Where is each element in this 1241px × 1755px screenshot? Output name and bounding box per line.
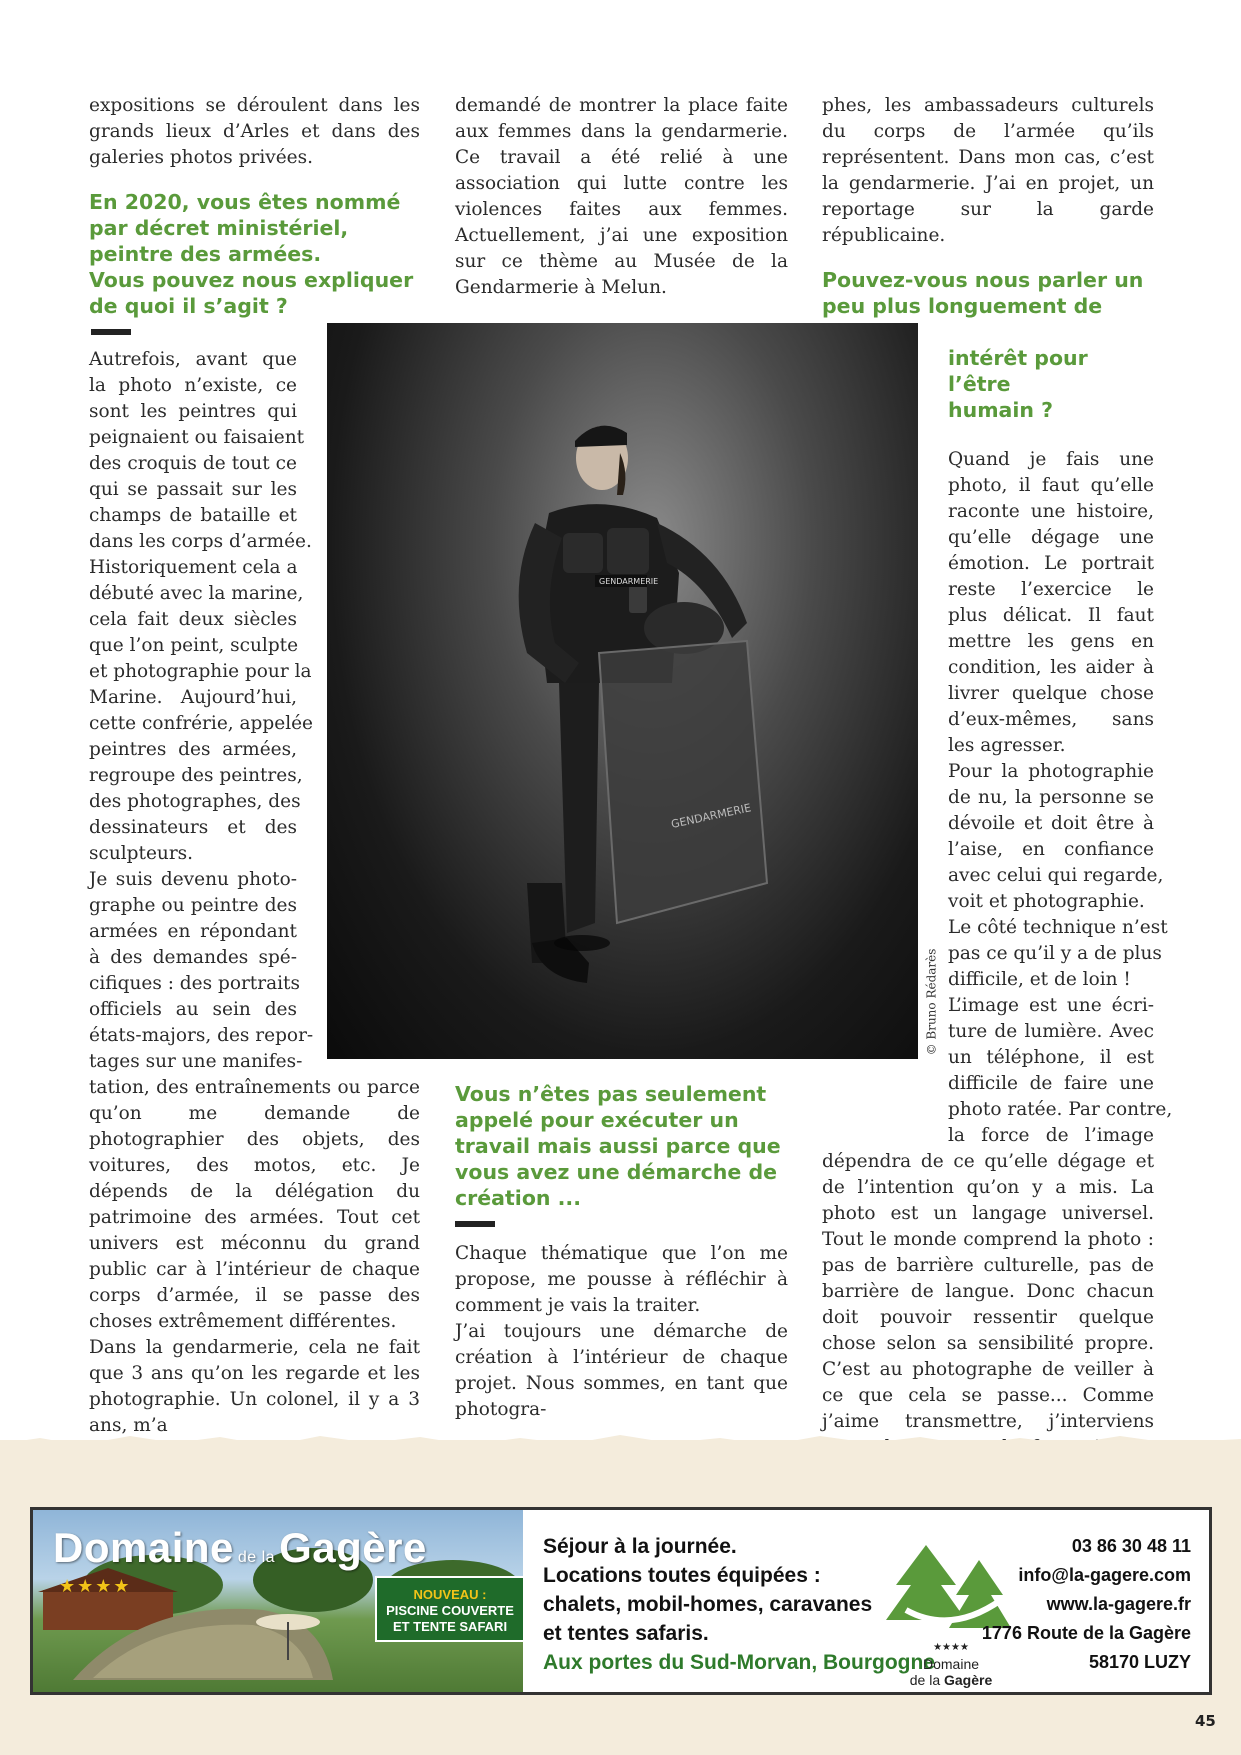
col1-question-line: par décret ministériel, (89, 216, 349, 240)
ad-description (543, 1532, 935, 1677)
ad-stars-rating: ★★★★ (59, 1576, 132, 1597)
ad-new-badge-title: NOUVEAU : (413, 1587, 487, 1602)
col3-top: phes, les ambassadeurs culturels du corps de l’armée qu’ils représentent. Dans mon cas, c’est la gendarmerie. J’ai en projet, un reportage sur la garde républicaine. (822, 95, 1154, 246)
col3-wrapped-line: raconte une histoire, (948, 501, 1154, 522)
col1-wrapped-line: et photographie pour la (89, 661, 312, 682)
ad-address: 1776 Route de la Gagère (981, 1623, 1191, 1643)
col1-wrapped-line: Marine. Aujourd’hui, (89, 687, 297, 708)
ad-phone[interactable]: 03 86 30 48 11 (1071, 1536, 1191, 1556)
col2-question-line: appelé pour exécuter un (455, 1108, 739, 1132)
ad-new-badge-line: ET TENTE SAFARI (392, 1619, 508, 1634)
col1-wrapped-line: qui se passait sur les (89, 479, 297, 500)
col3-wrapped-line: Pour la photographie (948, 761, 1154, 782)
col1-question-line: Vous pouvez nous expliquer (89, 268, 414, 292)
col3-question-line: peu plus longuement de (822, 294, 1103, 318)
col3-wrapped-line: photo, il faut qu’elle (948, 475, 1154, 496)
gendarme-portrait-photo (327, 323, 918, 1059)
ad-title-end: Gagère (279, 1524, 427, 1571)
col2-question-line: travail mais aussi parce que (455, 1134, 781, 1158)
ad-website[interactable]: www.la-gagere.fr (1046, 1594, 1191, 1614)
col1-question (89, 189, 420, 319)
ad-city: 58170 LUZY (1088, 1652, 1191, 1672)
col3-wrapped-line: émotion. Le portrait (948, 553, 1154, 574)
col1-intro: expositions se déroulent dans les grands lieux d’Arles et dans des galeries photos privées. (89, 95, 420, 168)
col2-question-line: vous avez une démarche de (455, 1160, 778, 1184)
col3-wrapped-line: difficile, et de loin ! (948, 969, 1131, 990)
col3-body: dépendra de ce qu’elle dégage et de l’intention qu’on y a mis. La photo est un langage universel. Tout le monde comprend la photo : pas de barrière culturelle, pas de barrière de langue. Donc chacun doit pouvoir ressentir quelque chose selon sa sensibilité propre. C’est au photographe de veiller à ce que cela se passe... Comme j’aime transmettre, j’interviens (822, 1151, 1154, 1432)
column-2 (455, 93, 788, 301)
col1-wrapped-line: Autrefois, avant que (89, 349, 297, 370)
col2-p1: Chaque thématique que l’on me propose, me pousse à réfléchir à comment je vais la traiter. (455, 1243, 788, 1316)
col1-wrapped-line: cette confrérie, appelée (89, 713, 314, 734)
col1-wrapped-line: que l’on peint, sculpte (89, 635, 299, 656)
col3-question-line: intérêt pour l’être (948, 346, 1088, 396)
ad-text-line: chalets, mobil-homes, caravanes (543, 1593, 873, 1616)
col1-wrapped-line: armées en répondant (89, 921, 297, 942)
col3-wrapped-line: ture de lumière. Avec (948, 1021, 1154, 1042)
col1-wrapped-line: la photo n’existe, ce (89, 375, 297, 396)
ad-title-main: Domaine (53, 1524, 234, 1571)
col3-wrapped-line: qu’elle dégage une (948, 527, 1154, 548)
col1-question-line: En 2020, vous êtes nommé (89, 190, 401, 214)
col3-question-line: Pouvez-vous nous parler un (822, 268, 1144, 292)
col1-question-line: de quoi il s’agit ? (89, 294, 288, 318)
col1-wrapped-line: Historiquement cela a (89, 557, 298, 578)
col3-wrapped-line: mettre les gens en (948, 631, 1154, 652)
col3-wrapped-line: voit et photographie. (948, 891, 1145, 912)
col3-wrapped-text (948, 447, 1173, 1149)
col3-question-line: humain ? (948, 398, 1054, 422)
col1-wrapped-line: sculpteurs. (89, 843, 194, 864)
col1-wrapped-line: débuté avec la marine, (89, 583, 304, 604)
col3-wrapped-line: L’image est une écri- (948, 995, 1154, 1016)
col1-wrapped-line: Je suis devenu photo- (89, 869, 297, 890)
photo-credit (918, 950, 938, 1060)
col3-wrapped-line: d’eux-mêmes, sans (948, 709, 1154, 730)
ad-text-line: Aux portes du Sud-Morvan, Bourgogne (543, 1651, 935, 1674)
col3-wrapped-line: plus délicat. Il faut (948, 605, 1154, 626)
ad-logo-line2a: de la (909, 1672, 944, 1688)
col1-wrapped-line: tages sur une manifes- (89, 1051, 303, 1072)
col3-wrapped-line: Quand je fais une (948, 449, 1154, 470)
col3-wrapped-line: dévoile et doit être à (948, 813, 1154, 834)
col3-wrapped-line: reste l’exercice le (948, 579, 1154, 600)
col3-wrapped-line: livrer quelque chose (948, 683, 1154, 704)
ad-text-line: et tentes safaris. (543, 1622, 709, 1645)
col1-wrapped-line: graphe ou peintre des (89, 895, 297, 916)
question-rule (91, 329, 131, 335)
col1-body: tation, des entraînements ou parce qu’on me demande de photographier des objets, des voitures, des motos, etc. Je dépends de la délégation du patrimoine des armées. Tout cet univers est méconnu du grand public car à l’intérieur de chaque corps d’armée, il se passe des choses extrêmement différentes. (89, 1077, 420, 1332)
col3-wrapped-line: photo ratée. Par contre, (948, 1099, 1173, 1120)
col1-wrapped-line: à des demandes spé- (89, 947, 297, 968)
col2-question-line: Vous n’êtes pas seulement (455, 1082, 767, 1106)
col3-wrapped-line: de nu, la personne se (948, 787, 1154, 808)
ad-title-small: de la (237, 1549, 276, 1566)
col1-wrapped-line: sont les peintres qui (89, 401, 297, 422)
col3-wrapped-line: l’aise, en confiance (948, 839, 1154, 860)
question-rule (455, 1221, 495, 1227)
col3-wrapped-line: la force de l’image (948, 1125, 1154, 1146)
col2-question-line: création ... (455, 1186, 582, 1210)
domaine-gagere-advertisement[interactable] (30, 1507, 1212, 1695)
col3-wrapped-line: les agresser. (948, 735, 1066, 756)
col1-wrapped-line: cifiques : des portraits (89, 973, 300, 994)
col1-wrapped-line: dessinateurs et des (89, 817, 297, 838)
col3-wrapped-line: Le côté technique n’est (948, 917, 1168, 938)
col1-wrapped-line: états-majors, des repor- (89, 1025, 314, 1046)
col3-wrapped-line: un téléphone, il est (948, 1047, 1154, 1068)
ad-logo-line1: Domaine (922, 1656, 980, 1672)
ad-logo-line2b: Gagère (944, 1672, 993, 1688)
col3-wrapped-line: pas ce qu’il y a de plus (948, 943, 1162, 964)
ad-new-badge-line: PISCINE COUVERTE (386, 1603, 514, 1618)
col1-wrapped-line: peintres des armées, (89, 739, 297, 760)
ad-new-badge (375, 1576, 525, 1642)
page-number: 45 (1195, 1712, 1216, 1730)
col3-wrapped-line: avec celui qui regarde, (948, 865, 1164, 886)
shield-label: GENDARMERIE (669, 801, 753, 831)
col1-wrapped-line: des photographes, des (89, 791, 301, 812)
ad-text-line: Locations toutes équipées : (543, 1564, 821, 1587)
col1-wrapped-line: officiels au sein des (89, 999, 297, 1020)
ad-text-line: Séjour à la journée. (543, 1535, 737, 1558)
gendarme-figure-illustration (327, 323, 918, 1059)
col1-final: Dans la gendarmerie, cela ne fait que 3 ans qu’on les regarde et les photographie. Un colonel, il y a 3 ans, m’a (89, 1337, 420, 1436)
col1-wrapped-line: dans les corps d’armée. (89, 531, 312, 552)
ad-logo-stars: ★★★★ (933, 1642, 969, 1653)
ad-email[interactable]: info@la-gagere.com (1018, 1565, 1191, 1585)
col1-wrapped-line: peignaient ou faisaient (89, 427, 305, 448)
col1-wrapped-line: des croquis de tout ce (89, 453, 297, 474)
ad-title (53, 1524, 427, 1572)
col2-p2: J’ai toujours une démarche de création à l’intérieur de chaque projet. Nous sommes, en tant que photogra- (455, 1321, 788, 1420)
col3-wrapped-line: condition, les aider à (948, 657, 1154, 678)
col1-wrapped-line: cela fait deux siècles (89, 609, 297, 630)
col2-question (455, 1081, 788, 1211)
badge-label: GENDARMERIE (599, 577, 659, 586)
col1-question-line: peintre des armées. (89, 242, 322, 266)
col1-wrapped-text (89, 347, 314, 1075)
col2-top: demandé de montrer la place faite aux femmes dans la gendarmerie. Ce travail a été relié à une association qui lutte contre les violences faites aux femmes. Actuellement, j’ai une exposition sur ce thème au Musée de la Gendarmerie à Melun. (455, 95, 788, 298)
col1-wrapped-line: champs de bataille et (89, 505, 297, 526)
column-2-lower (455, 1081, 788, 1423)
col1-wrapped-line: regroupe des peintres, (89, 765, 303, 786)
col3-wrapped-line: difficile de faire une (948, 1073, 1154, 1094)
photo-credit-text: © Bruno Rédarès (924, 948, 939, 1056)
ad-contact-info (982, 1532, 1191, 1677)
